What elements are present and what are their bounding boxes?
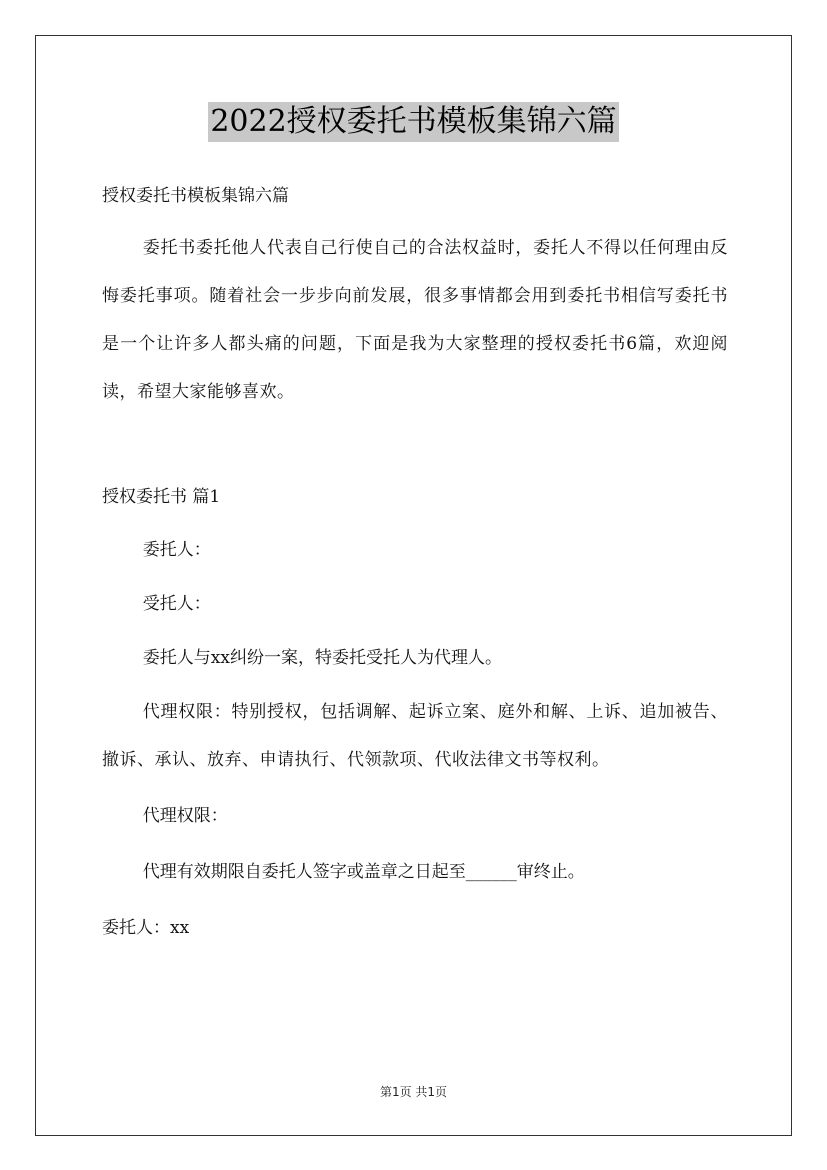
authority-label: 代理权限： [142,806,228,826]
principal-label: 委托人： [142,540,211,560]
spacer [102,416,728,465]
agent-label: 受托人： [142,594,211,614]
document-subtitle: 授权委托书模板集锦六篇 [102,186,289,206]
validity-line: 代理有效期限自委托人签字或盖章之日起至______审终止。 [142,862,585,882]
document-body [102,172,728,952]
intro-paragraph: 委托书委托他人代表自己行使自己的合法权益时，委托人不得以任何理由反悔委托事项。随着社会一步步向前发展，很多事情都会用到委托书相信写委托书是一个让许多人都头痛的问题，下面是我为大家整理的授权委托书6篇，欢迎阅读，希望大家能够喜欢。 [102,238,728,402]
section-heading: 授权委托书 篇1 [102,487,221,507]
document-title: 2022授权委托书模板集锦六篇 [208,102,618,142]
signature-line: 委托人：xx [102,918,190,938]
title-wrap [0,102,827,142]
authority-full: 代理权限：特别授权，包括调解、起诉立案、庭外和解、上诉、追加被告、撤诉、承认、放弃、申请执行、代领款项、代收法律文书等权利。 [102,702,728,770]
page-footer: 第1页 共1页 [379,1085,448,1099]
case-line: 委托人与xx纠纷一案，特委托受托人为代理人。 [142,648,502,668]
